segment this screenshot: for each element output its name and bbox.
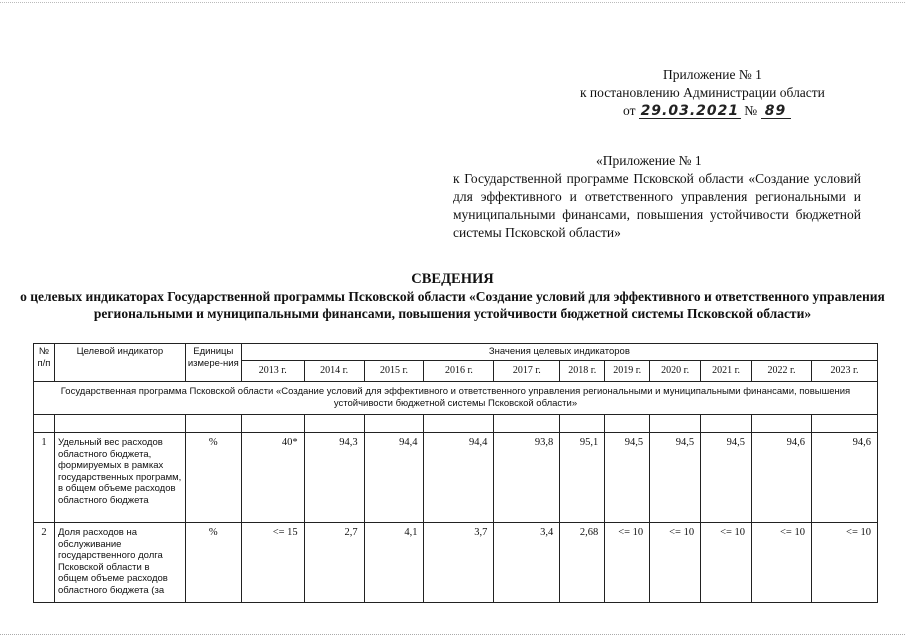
row-indicator-name: Удельный вес расходов областного бюджета, формируемых в рамках государственных программ, в общем объеме расходов областного бюджета	[54, 433, 185, 523]
approval-date-handwritten: 29.03.2021	[640, 103, 740, 119]
approval-line-3	[540, 102, 860, 120]
appendix-block	[453, 152, 861, 242]
header-row-1	[34, 344, 878, 361]
indicators-table	[33, 343, 878, 603]
approval-line-2: к постановлению Администрации области	[580, 85, 825, 100]
scan-edge-top	[0, 2, 905, 3]
header-num: № п/п	[34, 344, 55, 382]
year-header: 2023 г.	[811, 361, 877, 382]
year-header: 2014 г.	[304, 361, 364, 382]
spacer-row	[34, 415, 878, 433]
document-title	[20, 271, 885, 322]
table-row	[34, 523, 878, 603]
row-unit: %	[185, 433, 241, 523]
row-value: <= 10	[701, 523, 752, 603]
row-value: 94,5	[605, 433, 650, 523]
approval-number-label: №	[744, 103, 758, 118]
row-value: 94,3	[304, 433, 364, 523]
row-value: 94,4	[364, 433, 424, 523]
table-row	[34, 433, 878, 523]
approval-number-handwritten: 89	[764, 103, 787, 119]
title-subtitle: о целевых индикаторах Государственной программы Псковской области «Создание условий для эффективного и ответственного управления региональными и муниципальными финансами, повышения устойчивости бюджетной системы Псковской области»	[20, 289, 885, 321]
approval-line-1: Приложение № 1	[663, 67, 762, 82]
year-header: 2015 г.	[364, 361, 424, 382]
year-header: 2016 г.	[424, 361, 494, 382]
appendix-body: к Государственной программе Псковской области «Создание условий для эффективного и ответственного управления региональными и муниципальными финансами, повышения устойчивости бюджетной системы Псковской области»	[453, 171, 861, 240]
row-value: 94,6	[752, 433, 812, 523]
row-value: 3,7	[424, 523, 494, 603]
program-name: Государственная программа Псковской области «Создание условий для эффективного и ответственного управления региональными и муниципальными финансами, повышения устойчивости бюджетной системы Псковской области»	[34, 382, 878, 415]
row-value: 4,1	[364, 523, 424, 603]
header-indicator: Целевой индикатор	[54, 344, 185, 382]
row-value: <= 10	[650, 523, 701, 603]
scan-edge-bottom	[0, 634, 905, 635]
row-value: 2,7	[304, 523, 364, 603]
row-num: 1	[34, 433, 55, 523]
row-value: 3,4	[494, 523, 560, 603]
row-value: <= 15	[241, 523, 304, 603]
row-value: <= 10	[811, 523, 877, 603]
row-value: 40*	[241, 433, 304, 523]
row-value: <= 10	[605, 523, 650, 603]
row-value: <= 10	[752, 523, 812, 603]
year-header: 2021 г.	[701, 361, 752, 382]
header-values: Значения целевых индикаторов	[241, 344, 877, 361]
row-value: 95,1	[560, 433, 605, 523]
row-num: 2	[34, 523, 55, 603]
year-header: 2018 г.	[560, 361, 605, 382]
header-unit: Единицы измере-ния	[185, 344, 241, 382]
row-unit: %	[185, 523, 241, 603]
row-value: 94,5	[650, 433, 701, 523]
row-value: 94,4	[424, 433, 494, 523]
approval-date	[639, 104, 741, 119]
title-main: СВЕДЕНИЯ	[411, 271, 494, 287]
approval-from-label: от	[623, 103, 636, 118]
year-header: 2020 г.	[650, 361, 701, 382]
program-row	[34, 382, 878, 415]
approval-number	[761, 104, 791, 119]
row-value: 94,5	[701, 433, 752, 523]
row-value: 94,6	[811, 433, 877, 523]
approval-block	[540, 66, 860, 120]
appendix-first-line: «Приложение № 1	[596, 153, 702, 168]
year-header: 2022 г.	[752, 361, 812, 382]
year-header: 2017 г.	[494, 361, 560, 382]
row-indicator-name: Доля расходов на обслуживание государственного долга Псковской области в общем объеме расходов областного бюджета (за	[54, 523, 185, 603]
year-header: 2019 г.	[605, 361, 650, 382]
year-header: 2013 г.	[241, 361, 304, 382]
row-value: 93,8	[494, 433, 560, 523]
row-value: 2,68	[560, 523, 605, 603]
